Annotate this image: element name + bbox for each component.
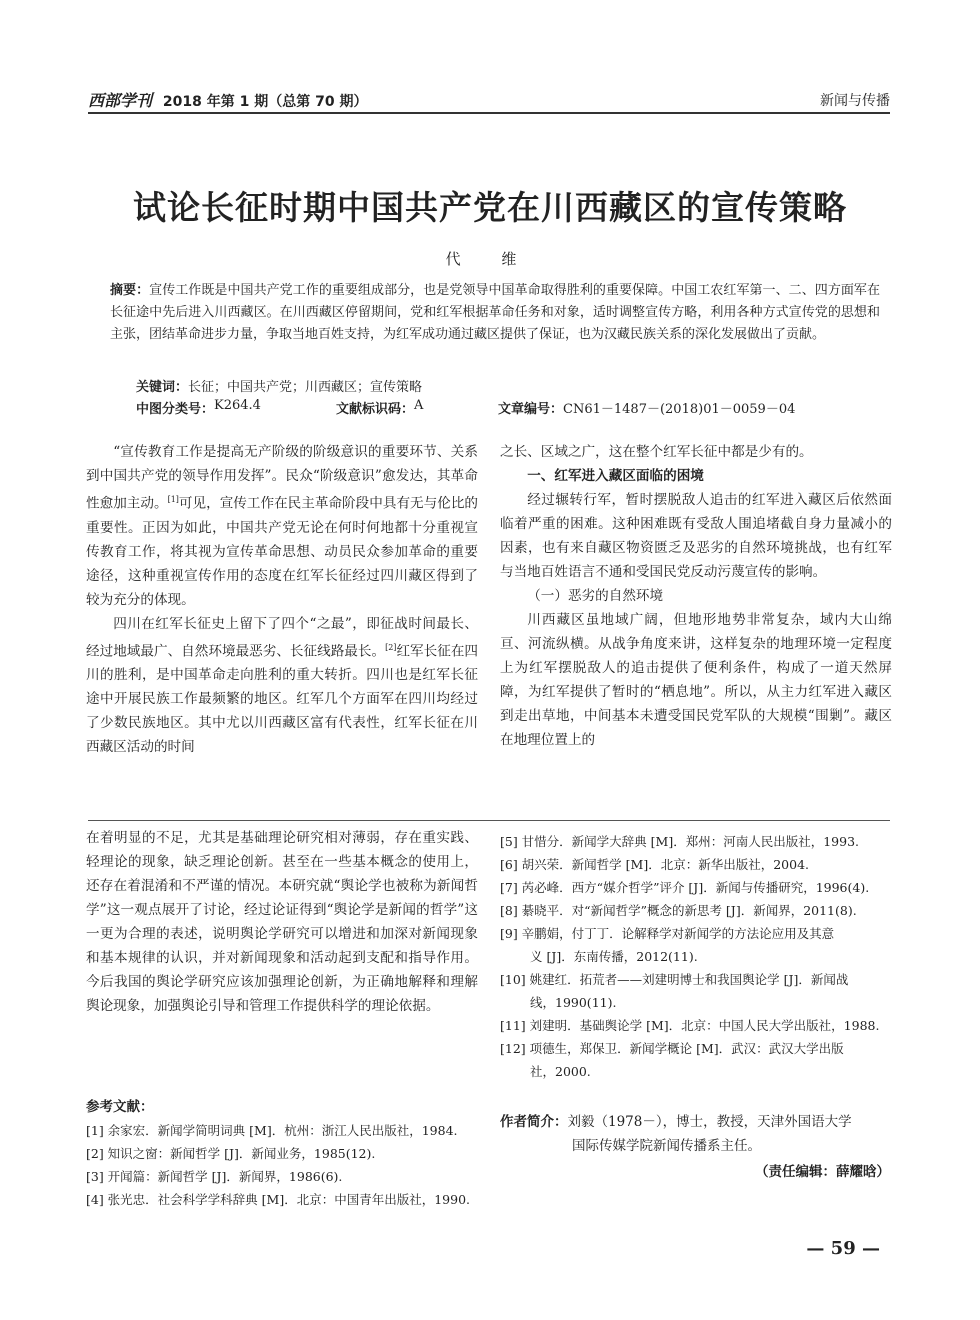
right-column-top (500, 440, 892, 752)
responsible-editor: （责任编辑：薛耀晗） (755, 1164, 890, 1180)
bio-text: 刘毅（1978－），博士，教授，天津外国语大学 (567, 1114, 852, 1130)
left-column-bottom (86, 826, 478, 1018)
references-right (500, 830, 900, 1083)
clc-value: K264.4 (214, 398, 261, 413)
reference-item: [4] 张光忠．社会科学学科辞典 [M]．北京：中国青年出版社，1990. (86, 1192, 470, 1207)
section-name: 新闻与传播 (820, 93, 890, 109)
citation-marker: [1] (167, 495, 179, 504)
section-heading: 一、红军进入藏区面临的困境 (527, 468, 704, 484)
reference-item: [3] 开闻篇：新闻哲学 [J]．新闻界，1986(6). (86, 1169, 343, 1184)
reference-item: [7] 芮必峰．西方“媒介哲学”评介 [J]．新闻与传播研究，1996(4). (500, 880, 870, 895)
reference-item: [11] 刘建明．基础舆论学 [M]．北京：中国人民大学出版社，1988. (500, 1018, 880, 1033)
body-paragraph: 之长、区域之广，这在整个红军长征中都是少有的。 (500, 444, 813, 460)
journal-logo: 西部学刊 (88, 91, 153, 110)
keywords-text: 长征；中国共产党；川西藏区；宣传策略 (188, 380, 423, 395)
abstract-label: 摘要： (110, 283, 150, 298)
reference-item: [9] 辛鹏娟，付丁丁．论解释学对新闻学的方法论应用及其意 (500, 926, 835, 941)
keywords (136, 376, 422, 395)
section-divider (88, 820, 890, 821)
reference-item: [6] 胡兴荣．新闻哲学 [M]．北京：新华出版社，2004. (500, 857, 809, 872)
running-header (88, 88, 890, 114)
reference-item: [5] 甘惜分．新闻学大辞典 [M]．郑州：河南人民出版社，1993. (500, 834, 859, 849)
references-left (86, 1096, 486, 1211)
reference-item: [8] 綦晓平．对“新闻哲学”概念的新思考 [J]．新闻界，2011(8). (500, 903, 857, 918)
journal-info (88, 88, 367, 111)
keywords-label: 关键词： (136, 380, 189, 395)
reference-item-continued: 社，2000. (530, 1064, 591, 1079)
reference-item: [12] 项德生，郑保卫．新闻学概论 [M]．武汉：武汉大学出版 (500, 1041, 844, 1056)
body-paragraph: 在着明显的不足，尤其是基础理论研究相对薄弱，存在重实践、轻理论的现象，缺乏理论创新。甚至在一些基本概念的使用上，还存在着混淆和不严谨的情况。本研究就“舆论学也被称为新闻哲学”这一观点展开了讨论，经过论证得到“舆论学是新闻的哲学”这一更为合理的表述，说明舆论学研究可以增进和加深对新闻现象和基本规律的认识，并对新闻现象和活动起到支配和指导作用。今后我国的舆论学研究应该加强理论创新，为正确地解释和理解舆论现象，加强舆论引导和管理工作提供科学的理论依据。 (86, 830, 478, 1014)
issue-info: 2018 年第 1 期（总第 70 期） (162, 94, 368, 110)
left-column-top (86, 440, 478, 759)
reference-item: [10] 姚建红．拓荒者——刘建明博士和我国舆论学 [J]．新闻战 (500, 972, 849, 987)
subsection-heading: （一）恶劣的自然环境 (527, 588, 664, 604)
reference-item-continued: 义 [J]．东南传播，2012(11). (530, 949, 698, 964)
clc-label: 中图分类号： (136, 402, 215, 417)
bio-text-continued: 国际传媒学院新闻传播系主任。 (572, 1138, 761, 1154)
page-number: — 59 — (806, 1238, 880, 1259)
references-heading: 参考文献： (86, 1099, 154, 1115)
reference-item-continued: 线，1990(11). (530, 995, 617, 1010)
doc-code-value: A (414, 398, 424, 413)
article-no-value: CN61－1487－(2018)01－0059－04 (563, 402, 796, 417)
body-paragraph: 经过辗转行军，暂时摆脱敌人追击的红军进入藏区后依然面临着严重的困难。这种困难既有受敌人围追堵截自身力量减小的因素，也有来自藏区物资匮乏及恶劣的自然环境挑战，也有红军与当地百姓语言不通和受国民党反动污蔑宣传的影响。 (500, 492, 892, 580)
article-author: 代 维 (445, 250, 535, 268)
citation-marker: [2] (385, 642, 397, 652)
reference-item: [1] 余家宏．新闻学简明词典 [M]．杭州：浙江人民出版社，1984. (86, 1123, 458, 1138)
article-no-label: 文章编号： (498, 402, 564, 417)
body-paragraph: 川西藏区虽地域广阔，但地形地势非常复杂，域内大山绵亘、河流纵横。从战争角度来讲，这样复杂的地理环境一定程度上为红军摆脱敌人的追击提供了便利条件，构成了一道天然屏障，为红军提供了暂时的“栖息地”。所以，从主力红军进入藏区到走出草地，中间基本未遭受国民党军队的大规模“围剿”。藏区在地理位置上的 (500, 612, 892, 748)
abstract-text: 宣传工作既是中国共产党工作的重要组成部分，也是党领导中国革命取得胜利的重要保障。中国工农红军第一、二、四方面军在长征途中先后进入川西藏区。在川西藏区停留期间，党和红军根据革命任务和对象，适时调整宣传方略，利用各种方式宣传党的思想和主张，团结革命进步力量，争取当地百姓支持，为红军成功通过藏区提供了保证，也为汉藏民族关系的深化发展做出了贡献。 (110, 283, 880, 342)
bio-label: 作者简介： (500, 1114, 568, 1130)
reference-item: [2] 知识之窗：新闻哲学 [J]．新闻业务，1985(12). (86, 1146, 376, 1161)
abstract (110, 280, 880, 346)
author-bio (500, 1110, 890, 1158)
body-paragraph: 四川在红军长征史上留下了四个“之最”，即征战时间最长、经过地域最广、自然环境最恶劣、长征线路最长。[2]红军长征在四川的胜利，是中国革命走向胜利的重大转折。四川也是红军长征途中开展民族工作最频繁的地区。红军几个方面军在四川均经过了少数民族地区。其中尤以川西藏区富有代表性，红军长征在川西藏区活动的时间 (86, 615, 479, 756)
doc-code-label: 文献标识码： (336, 402, 415, 417)
body-paragraph: “宣传教育工作是提高无产阶级的阶级意识的重要环节、关系到中国共产党的领导作用发挥”。民众“阶级意识”愈发达，其革命性愈加主动。[1]可见，宣传工作在民主革命阶段中具有无与伦比的重要性。正因为如此，中国共产党无论在何时何地都十分重视宣传教育工作，将其视为宣传革命思想、动员民众参加革命的重要途径，这种重视宣传作用的态度在红军长征经过四川藏区得到了较为充分的体现。 (86, 444, 479, 608)
article-title: 试论长征时期中国共产党在川西藏区的宣传策略 (133, 188, 847, 227)
